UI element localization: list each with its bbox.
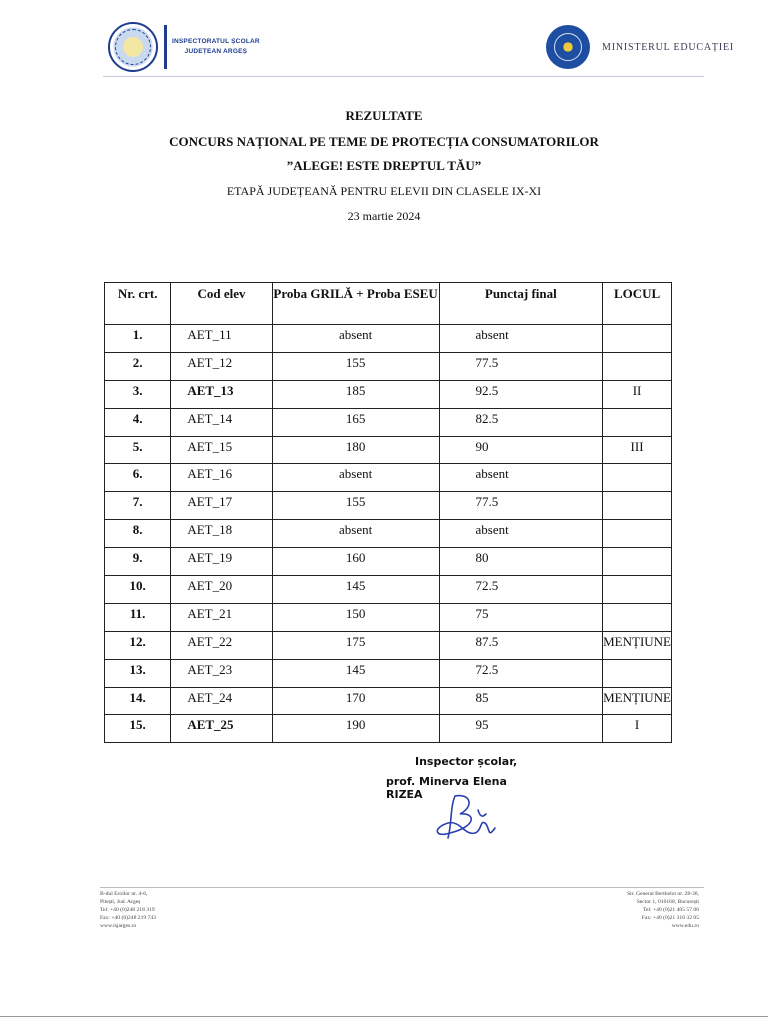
cell-locul	[603, 576, 672, 604]
footer-left-link[interactable]: www.isjarges.ro	[100, 923, 137, 929]
cell-locul: MENȚIUNE	[603, 687, 672, 715]
footer-divider	[100, 887, 704, 888]
table-row	[105, 548, 672, 576]
cell-nr: 10.	[105, 576, 171, 604]
cell-locul	[603, 659, 672, 687]
cell-cod: AET_23	[171, 659, 272, 687]
cell-punctaj: 92.5	[439, 380, 603, 408]
cell-punctaj: 77.5	[439, 492, 603, 520]
cell-nr: 2.	[105, 352, 171, 380]
cell-proba: 150	[272, 603, 439, 631]
cell-cod: AET_18	[171, 520, 272, 548]
table-row	[105, 715, 672, 743]
cell-cod: AET_20	[171, 576, 272, 604]
logo-divider	[164, 25, 167, 69]
table-row	[105, 520, 672, 548]
cell-punctaj: absent	[439, 325, 603, 353]
cell-cod: AET_14	[171, 408, 272, 436]
handwritten-signature	[430, 788, 510, 848]
cell-proba: absent	[272, 325, 439, 353]
isj-name-line1: INSPECTORATUL ȘCOLAR	[172, 38, 260, 45]
footer-address-isj	[100, 890, 156, 930]
cell-cod: AET_11	[171, 325, 272, 353]
cell-locul	[603, 352, 672, 380]
cell-punctaj: 80	[439, 548, 603, 576]
table-row	[105, 352, 672, 380]
cell-cod: AET_24	[171, 687, 272, 715]
footer-right-line: Str. General Berthelot nr. 28-30,	[627, 891, 699, 897]
header-divider	[103, 76, 704, 77]
cell-cod: AET_13	[171, 380, 272, 408]
cell-proba: 160	[272, 548, 439, 576]
footer-left-line: Tel: +40 (0)248 218 319	[100, 907, 155, 913]
government-seal-icon	[546, 25, 590, 69]
cell-cod: AET_25	[171, 715, 272, 743]
footer-left-line: Pitești, Jud. Argeș	[100, 899, 141, 905]
cell-cod: AET_22	[171, 631, 272, 659]
table-row	[105, 436, 672, 464]
cell-proba: 165	[272, 408, 439, 436]
cell-proba: 155	[272, 352, 439, 380]
table-row	[105, 631, 672, 659]
cell-locul: I	[603, 715, 672, 743]
cell-proba: 190	[272, 715, 439, 743]
doc-title: REZULTATE	[345, 108, 423, 123]
table-row	[105, 464, 672, 492]
ministry-name: MINISTERUL EDUCAȚIEI	[602, 41, 735, 53]
footer-right-line: Tel: +40 (0)21 405 57 06	[642, 907, 699, 913]
cell-nr: 4.	[105, 408, 171, 436]
cell-cod: AET_19	[171, 548, 272, 576]
cell-cod: AET_12	[171, 352, 272, 380]
table-row	[105, 603, 672, 631]
table-row	[105, 380, 672, 408]
contest-motto: ”ALEGE! ESTE DREPTUL TĂU”	[286, 158, 482, 173]
cell-nr: 8.	[105, 520, 171, 548]
cell-punctaj: 77.5	[439, 352, 603, 380]
table-row	[105, 687, 672, 715]
cell-punctaj: 95	[439, 715, 603, 743]
footer-right-line: Sector 1, 010168, București	[636, 899, 699, 905]
cell-cod: AET_17	[171, 492, 272, 520]
cell-locul	[603, 325, 672, 353]
stage-description: ETAPĂ JUDEȚEANĂ PENTRU ELEVII DIN CLASELE IX-XI	[226, 184, 542, 198]
isj-seal-icon	[108, 22, 158, 72]
cell-punctaj: 72.5	[439, 576, 603, 604]
cell-proba: absent	[272, 464, 439, 492]
signatory-name: prof. Minerva Elena RIZEA	[386, 775, 507, 801]
footer-right-link[interactable]: www.edu.ro	[671, 923, 699, 929]
cell-nr: 6.	[105, 464, 171, 492]
cell-proba: 155	[272, 492, 439, 520]
col-header-locul: LOCUL	[603, 283, 672, 325]
isj-logo	[108, 22, 260, 72]
cell-nr: 11.	[105, 603, 171, 631]
cell-nr: 9.	[105, 548, 171, 576]
cell-punctaj: 82.5	[439, 408, 603, 436]
footer-left-line: B-dul Eroilor nr. 4-6,	[100, 891, 148, 897]
cell-locul	[603, 603, 672, 631]
table-row	[105, 659, 672, 687]
cell-punctaj: 90	[439, 436, 603, 464]
cell-locul	[603, 492, 672, 520]
cell-punctaj: 72.5	[439, 659, 603, 687]
col-header-nr: Nr. crt.	[105, 283, 171, 325]
cell-punctaj: 85	[439, 687, 603, 715]
cell-locul	[603, 464, 672, 492]
cell-proba: 170	[272, 687, 439, 715]
cell-locul: III	[603, 436, 672, 464]
cell-locul	[603, 520, 672, 548]
table-row	[105, 408, 672, 436]
results-table-body	[105, 325, 672, 743]
cell-proba: 175	[272, 631, 439, 659]
cell-proba: 185	[272, 380, 439, 408]
col-header-punctaj: Punctaj final	[439, 283, 603, 325]
cell-locul: MENȚIUNE	[603, 631, 672, 659]
contest-name: CONCURS NAȚIONAL PE TEME DE PROTECȚIA CONSUMATORILOR	[169, 134, 599, 149]
cell-punctaj: absent	[439, 520, 603, 548]
cell-locul: II	[603, 380, 672, 408]
cell-nr: 3.	[105, 380, 171, 408]
isj-name-line2: JUDEȚEAN ARGEȘ	[184, 48, 248, 55]
isj-name	[172, 37, 260, 57]
cell-proba: 180	[272, 436, 439, 464]
col-header-cod: Cod elev	[171, 283, 272, 325]
table-row	[105, 325, 672, 353]
cell-punctaj: absent	[439, 464, 603, 492]
cell-cod: AET_21	[171, 603, 272, 631]
footer-address-ministry	[627, 890, 699, 930]
signatory-role: Inspector școlar,	[415, 755, 518, 768]
footer-left-line: Fax: +40 (0)248 219 743	[100, 915, 156, 921]
cell-locul	[603, 408, 672, 436]
cell-nr: 1.	[105, 325, 171, 353]
cell-proba: absent	[272, 520, 439, 548]
footer-right-line: Fax: +40 (0)21 310 32 05	[641, 915, 699, 921]
doc-date: 23 martie 2024	[347, 209, 421, 223]
cell-proba: 145	[272, 659, 439, 687]
table-header-row	[105, 283, 672, 325]
cell-nr: 13.	[105, 659, 171, 687]
cell-nr: 5.	[105, 436, 171, 464]
ministry-logo	[546, 25, 734, 69]
cell-nr: 7.	[105, 492, 171, 520]
col-header-proba: Proba GRILĂ + Proba ESEU	[272, 283, 439, 325]
cell-nr: 12.	[105, 631, 171, 659]
cell-cod: AET_16	[171, 464, 272, 492]
cell-proba: 145	[272, 576, 439, 604]
results-table	[104, 282, 672, 743]
cell-punctaj: 87.5	[439, 631, 603, 659]
cell-locul	[603, 548, 672, 576]
cell-nr: 14.	[105, 687, 171, 715]
cell-punctaj: 75	[439, 603, 603, 631]
page-bottom-edge	[0, 1016, 768, 1017]
cell-cod: AET_15	[171, 436, 272, 464]
cell-nr: 15.	[105, 715, 171, 743]
table-row	[105, 576, 672, 604]
table-row	[105, 492, 672, 520]
